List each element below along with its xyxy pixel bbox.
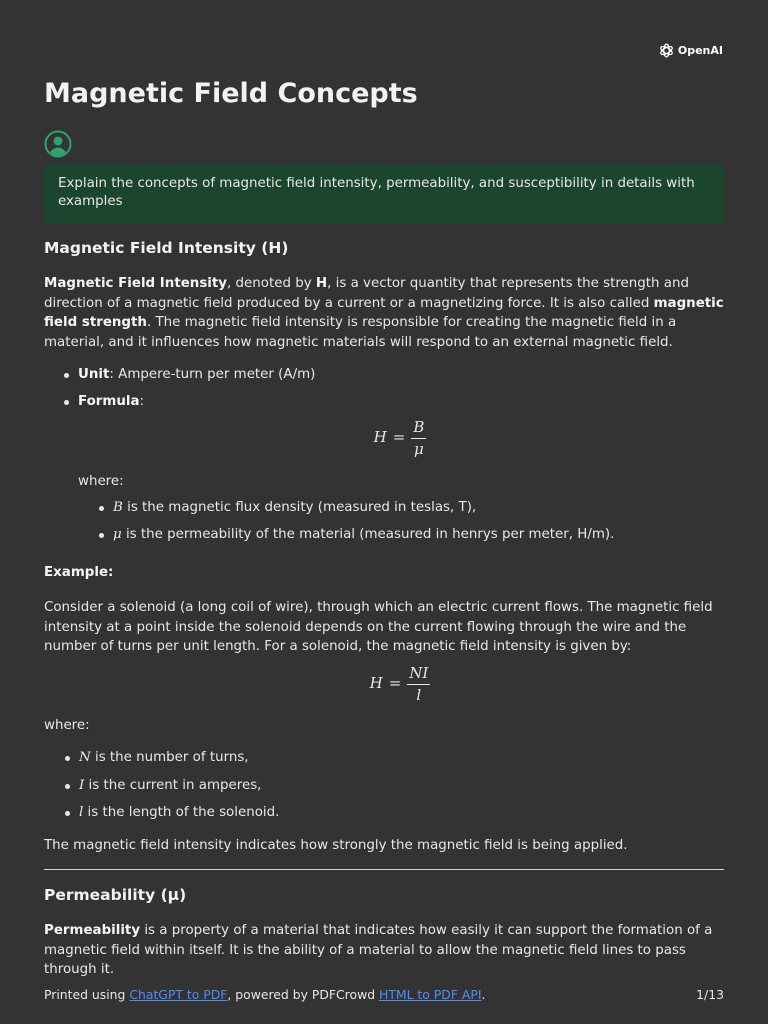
eq1-equals: = (392, 428, 406, 447)
eq1-denominator: μ (413, 440, 424, 458)
print-footer (44, 985, 724, 1005)
conclusion-text: The magnetic field intensity indicates how strongly the magnetic field is being applied. (44, 838, 628, 853)
heading-permeability: Permeability (μ) (44, 886, 187, 904)
intro-text-3: . The magnetic field intensity is responsible for creating the magnetic field in a material, and it influences how magnetic materials will respond to an external magnetic field. (44, 315, 677, 350)
eq1-numerator: B (411, 418, 426, 439)
where-label-2: where: (44, 718, 90, 733)
openai-logo-icon (658, 42, 675, 59)
definition-l (79, 803, 699, 823)
definition-n (79, 748, 699, 768)
def-b-text: is the magnetic flux density (measured in teslas, T), (122, 500, 477, 515)
def-n-symbol: N (79, 750, 91, 765)
unit-formula-list (78, 365, 718, 411)
list-item-formula (78, 392, 718, 412)
footer-period: . (481, 987, 486, 1002)
intro-term: Magnetic Field Intensity (44, 276, 228, 291)
unit-text: : Ampere-turn per meter (A/m) (109, 367, 316, 382)
definitions-list-1 (113, 498, 713, 544)
example-label-block (44, 563, 724, 583)
equation-h-ni-l (44, 664, 756, 704)
page-number: 1/13 (696, 987, 724, 1002)
def-mu-symbol: μ (113, 526, 122, 542)
eq2-fraction (407, 664, 430, 704)
permeability-text: is a property of a material that indicates how easily it can support the formation of a magnetic field within itself. It is the ability of a material to allow the magnetic field lines to pass through it. (44, 923, 713, 977)
where-1 (78, 472, 758, 492)
formula-label: Formula (78, 393, 140, 409)
def-mu-text: is the permeability of the material (measured in henrys per meter, H/m). (121, 526, 615, 542)
html-to-pdf-api-link[interactable]: HTML to PDF API (379, 987, 482, 1002)
openai-brand (658, 41, 723, 61)
def-i-symbol: I (79, 777, 85, 793)
conclusion-paragraph (44, 836, 724, 856)
formula-colon: : (139, 393, 145, 409)
unit-label: Unit (78, 367, 110, 382)
example-paragraph (44, 598, 724, 657)
list-item-unit (78, 365, 718, 385)
def-l-symbol: l (79, 805, 84, 820)
eq2-lhs: H (369, 674, 383, 693)
def-n-text: is the number of turns, (90, 750, 249, 765)
where-label-1: where: (78, 474, 124, 489)
where-2 (44, 716, 724, 736)
intro-text-2: , is a vector quantity that represents the strength and direction of a magnetic field produced by a current or a magnetizing force. It is also called (44, 276, 689, 311)
def-i-text: is the current in amperes, (84, 777, 262, 793)
definition-i (79, 776, 699, 796)
brand-name: OpenAI (677, 44, 723, 57)
equation-h-b-mu (44, 418, 756, 458)
intro-paragraph (44, 274, 724, 352)
eq2-numerator: NI (407, 664, 430, 685)
footer-powered-text: , powered by PDFCrowd (227, 987, 380, 1002)
definition-b (113, 498, 713, 518)
def-l-text: is the length of the solenoid. (83, 805, 280, 820)
intro-alt-term: magnetic field strength (44, 295, 724, 330)
user-prompt: Explain the concepts of magnetic field intensity, permeability, and susceptibility in details with examples (44, 164, 724, 223)
page-title: Magnetic Field Concepts (44, 78, 418, 109)
permeability-paragraph (44, 921, 724, 980)
eq1-lhs: H (373, 428, 387, 447)
eq2-denominator: l (416, 686, 422, 704)
user-avatar-icon (44, 130, 72, 158)
intro-text-1: , denoted by (227, 276, 316, 291)
example-label: Example: (44, 565, 114, 580)
section-heading-permeability (44, 884, 724, 906)
eq2-equals: = (388, 674, 402, 693)
def-b-symbol: B (113, 500, 123, 515)
chatgpt-to-pdf-link[interactable]: ChatGPT to PDF (129, 987, 228, 1002)
section-divider (44, 869, 724, 870)
example-text: Consider a solenoid (a long coil of wire), through which an electric current flows. The magnetic field intensity at a point inside the solenoid depends on the current flowing through the wire and the number of turns per unit length. For a solenoid, the magnetic field intensity is given by: (44, 600, 713, 654)
definition-mu (113, 525, 713, 545)
eq1-fraction (411, 418, 426, 458)
footer-printed-text: Printed using (44, 987, 130, 1002)
intro-symbol: H (315, 276, 328, 291)
heading-field-intensity: Magnetic Field Intensity (H) (44, 239, 289, 257)
permeability-term: Permeability (44, 923, 141, 938)
definitions-list-2 (79, 748, 699, 823)
section-heading-field-intensity (44, 237, 724, 259)
